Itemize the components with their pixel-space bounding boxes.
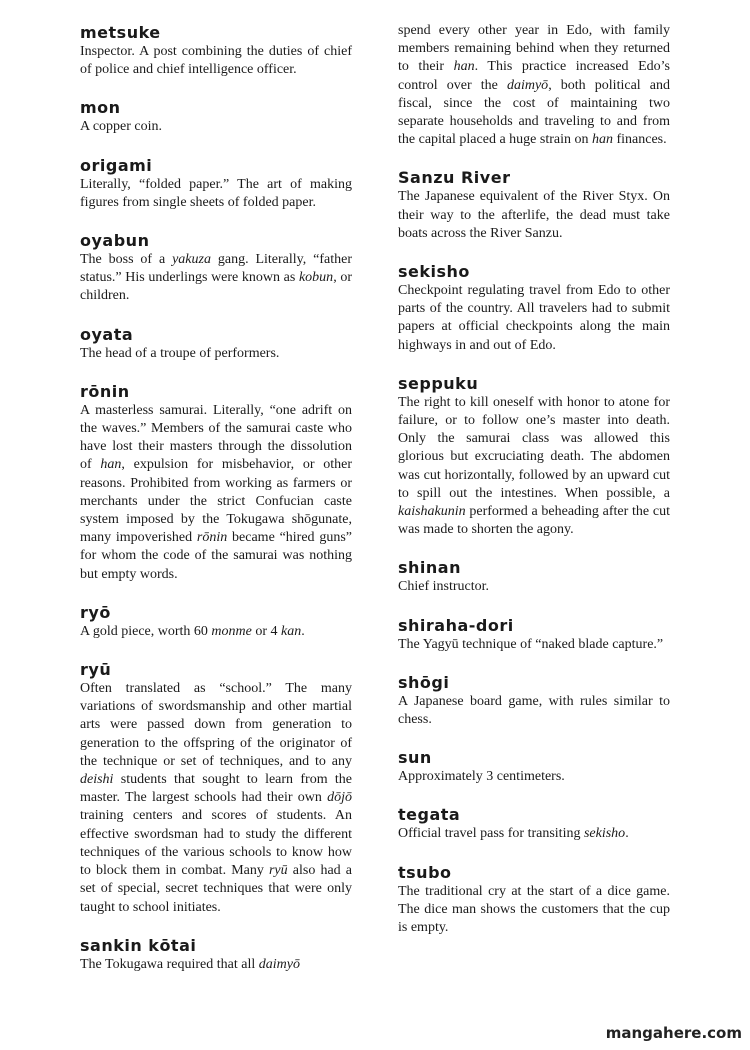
definition-text: , both political and fiscal, since the cost of maintaining two separate households and traveling to and from the capital placed a huge strain on (398, 77, 670, 148)
glossary-term: seppuku (398, 373, 479, 393)
italic-term: kobun (298, 270, 334, 286)
italic-term: kaishakunin (398, 504, 466, 520)
definition-text: finances. (612, 132, 667, 148)
glossary-entry-seppuku (398, 373, 670, 540)
definition-text: The head of a troupe of performers. (80, 345, 280, 361)
definition-text: Checkpoint regulating travel from Edo to other parts of the country. All travelers had to submit papers at official checkpoints along the main highways in and out of Edo. (398, 283, 670, 353)
glossary-definition (398, 282, 670, 355)
glossary-definition (398, 188, 670, 243)
definition-text: Chief instructor. (398, 579, 489, 595)
glossary-definition (80, 43, 352, 79)
definition-text: Often translated as “school.” The many variations of swordsmanship and other martial arts were passed down from generation to generation to the offspring of the originator of the technique or set of techniques, and to any (80, 681, 352, 769)
definition-text: The Japanese equivalent of the River Styx. On their way to the afterlife, the dead must take boats across the River Sanzu. (398, 189, 670, 241)
watermark-text: mangahere.com (605, 1024, 742, 1042)
definition-text: Literally, “folded paper.” The art of making figures from single sheets of folded paper. (80, 176, 352, 210)
glossary-definition (80, 176, 352, 212)
definition-text: . (301, 623, 305, 639)
glossary-term: oyabun (80, 231, 150, 251)
glossary-definition (398, 394, 670, 540)
glossary-definition (80, 680, 352, 917)
definition-text: , or children. (80, 270, 352, 304)
definition-text: spend every other year in Edo, with family members remaining behind when they returned to their (398, 23, 670, 75)
italic-term: han (100, 457, 122, 473)
glossary-definition (398, 578, 670, 596)
glossary-definition (398, 636, 670, 654)
definition-text: The traditional cry at the start of a dice game. The dice man shows the customers that the cup is empty. (398, 883, 670, 936)
glossary-term: ryū (80, 660, 112, 680)
definition-text: . This practice increased Edo’s control over the (398, 59, 670, 93)
italic-term: kan (281, 623, 302, 639)
definition-text: A Japanese board game, with rules similar to chess. (398, 693, 670, 728)
glossary-entry-tegata (398, 804, 670, 843)
definition-text: . (625, 826, 629, 842)
glossary-definition (80, 956, 352, 974)
glossary-term: shiraha-dori (398, 615, 514, 635)
definition-text: A gold piece, worth 60 (80, 623, 212, 639)
italic-term: rōnin (196, 530, 228, 546)
glossary-definition (80, 402, 352, 584)
definition-text: became “hired guns” for whom the code of the samurai was nothing but empty words. (80, 530, 353, 582)
definition-text: students that sought to learn from the master. The largest schools had their own (80, 772, 352, 806)
italic-term: monme (211, 623, 252, 639)
definition-text: The right to kill oneself with honor to atone for failure, or to follow one’s master into death. Only the samurai class was allowed this glorious but excruciating death. The abdomen was cut horizontally, followed by an upward cut to spill out the intestines. When possible, a (398, 394, 670, 501)
definition-text: Inspector. A post combining the duties of chief of police and chief intelligence officer. (80, 44, 352, 78)
glossary-definition (398, 768, 670, 786)
glossary-entry-ryu (80, 659, 352, 917)
glossary-definition (80, 251, 352, 306)
glossary-entry-shinan (398, 557, 670, 596)
glossary-entry-ryo (80, 602, 352, 641)
definition-text: performed a beheading after the cut was made to shorten the agony. (398, 504, 670, 538)
glossary-term: sun (398, 748, 432, 768)
glossary-entry-tsubo (398, 862, 670, 938)
definition-text: Approximately 3 centimeters. (398, 769, 565, 785)
definition-text: A copper coin. (80, 119, 163, 135)
definition-text: gang. Literally, “father status.” His underlings were known as (80, 252, 352, 286)
definition-text: training centers and scores of students. An effective swordsman had to study the different techniques of the various schools to know how to block them in combat. Many (80, 808, 352, 879)
italic-term: han (453, 59, 475, 75)
italic-term: han (591, 132, 613, 148)
glossary-definition (398, 693, 670, 729)
definition-text: also had a set of special, secret techniques that were only taught to school initiates. (80, 863, 353, 915)
glossary-definition (398, 883, 670, 938)
italic-term: deishi (80, 772, 114, 788)
glossary-term: ryō (80, 602, 111, 622)
glossary-entry-shogi (398, 672, 670, 729)
glossary-right-column (398, 22, 670, 955)
definition-text: Official travel pass for transiting (398, 826, 584, 842)
glossary-left-column (80, 22, 352, 992)
italic-term: daimyō (258, 956, 300, 972)
definition-text: or 4 (251, 623, 282, 639)
glossary-term: tsubo (398, 862, 452, 882)
glossary-entry-sekisho (398, 261, 670, 355)
glossary-term: mon (80, 98, 121, 118)
italic-term: yakuza (172, 252, 211, 268)
definition-text: , expulsion for misbehavior, or other reasons. Prohibited from working as farmers or merchants under the strict Confucian caste system imposed by the Tokugawa shōgunate, many impoverished (80, 457, 352, 546)
glossary-definition (80, 345, 352, 363)
italic-term: daimyō (506, 77, 549, 93)
glossary-entry-origami (80, 155, 352, 212)
italic-term: sekisho (583, 826, 626, 842)
definition-text: A masterless samurai. Literally, “one adrift on the waves.” Members of the samurai caste who have lost their masters through the dissolution of (80, 402, 352, 473)
definition-text: The Yagyū technique of “naked blade capture.” (398, 636, 664, 652)
glossary-entry-oyata (80, 324, 352, 363)
glossary-entry-shiraha-dori (398, 615, 670, 654)
italic-term: ryū (268, 863, 288, 879)
glossary-term: sankin kōtai (80, 935, 197, 955)
glossary-term: metsuke (80, 23, 161, 42)
italic-term: dōjō (327, 790, 352, 806)
glossary-entry-sankin-kotai (80, 935, 352, 974)
glossary-entry-mon (80, 97, 352, 136)
glossary-term: tegata (398, 805, 461, 825)
glossary-definition (398, 825, 670, 843)
glossary-entry-sanzu-river (398, 167, 670, 243)
sankin-kotai-continuation (398, 22, 670, 149)
glossary-term: oyata (80, 324, 134, 344)
glossary-term: Sanzu River (398, 168, 511, 188)
definition-text: The boss of a (80, 252, 173, 268)
glossary-entry-sun (398, 747, 670, 786)
glossary-entry-metsuke (80, 22, 352, 79)
glossary-term: rōnin (80, 381, 130, 401)
glossary-term: shinan (398, 558, 461, 578)
glossary-definition (80, 623, 352, 641)
glossary-term: shōgi (398, 672, 450, 692)
glossary-entry-ronin (80, 381, 352, 584)
glossary-entry-oyabun (80, 230, 352, 306)
glossary-term: origami (80, 155, 153, 175)
definition-text: The Tokugawa required that all (80, 956, 259, 972)
glossary-definition (80, 118, 352, 136)
glossary-term: sekisho (398, 262, 470, 282)
